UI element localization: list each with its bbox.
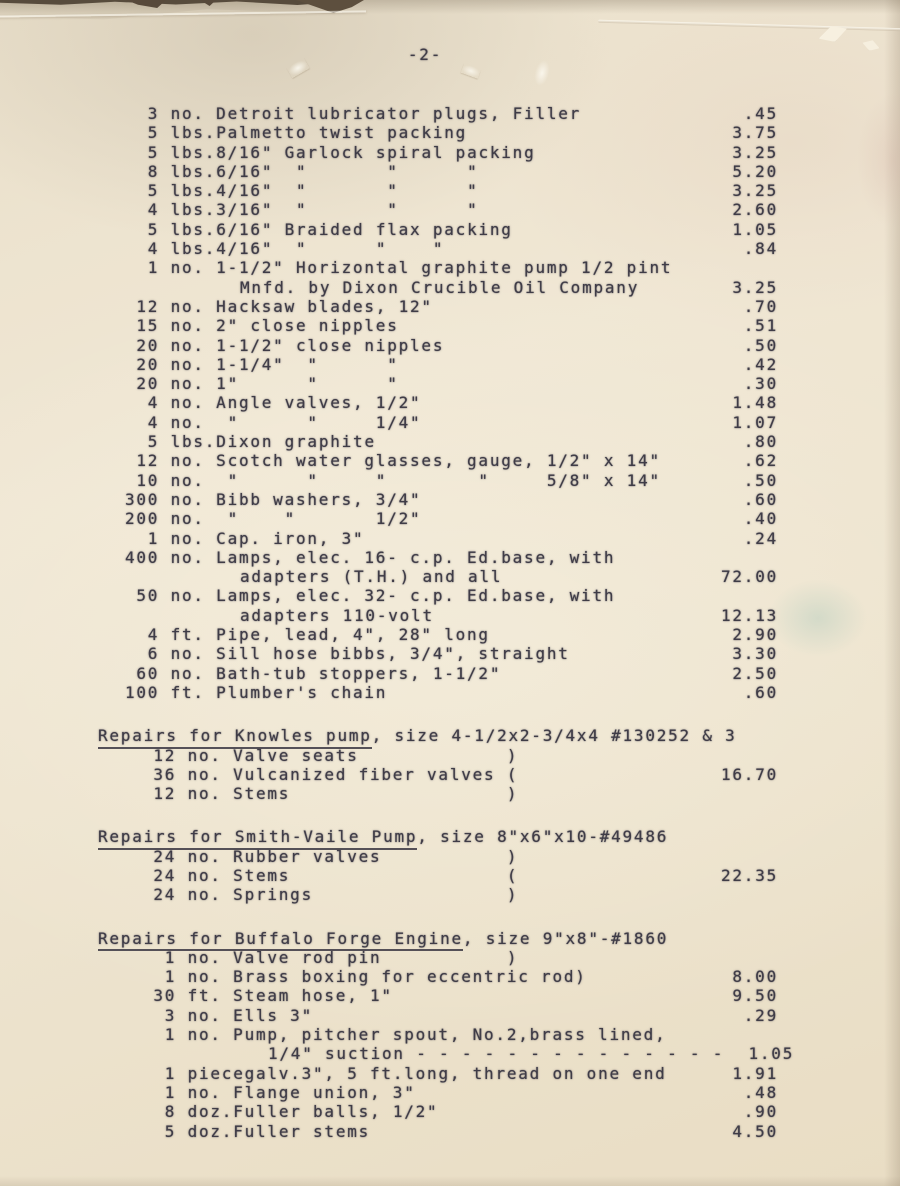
unit: no.	[170, 104, 205, 123]
unit: ft.	[170, 682, 205, 702]
unit: no.	[187, 784, 222, 804]
description: Ells 3"	[233, 1005, 313, 1025]
quantity: 50	[136, 586, 160, 606]
price: .51	[743, 316, 778, 336]
description: 1-1/4" " "	[216, 354, 399, 374]
line-item	[0, 765, 900, 784]
continuation-line	[0, 606, 900, 625]
quantity: 300	[125, 489, 160, 509]
quantity: 15	[136, 316, 160, 336]
line-item	[0, 336, 900, 355]
section-heading-title: Repairs for Buffalo Forge Engine	[98, 929, 463, 951]
description: 8/16" Garlock spiral packing	[216, 142, 536, 162]
line-item	[0, 866, 900, 885]
unit: piece	[187, 1063, 245, 1083]
description: Mnfd. by Dixon Crucible Oil Company	[240, 277, 640, 297]
quantity: 12	[136, 451, 160, 471]
quantity: 1	[147, 258, 160, 278]
unit: no.	[170, 354, 205, 374]
price: 22.35	[720, 865, 778, 885]
quantity: 20	[136, 374, 160, 394]
quantity: 60	[136, 663, 160, 683]
line-item	[0, 1102, 900, 1121]
description: " " 1/4"	[216, 412, 422, 432]
price: .50	[743, 470, 778, 490]
fold-crease	[598, 20, 900, 32]
line-item	[0, 986, 900, 1005]
unit: doz.	[187, 1121, 234, 1141]
unit: no.	[170, 489, 205, 509]
quantity: 4	[147, 625, 160, 645]
line-item	[0, 529, 900, 548]
price: .29	[743, 1005, 778, 1025]
document-lines	[0, 104, 900, 1141]
line-gap	[0, 905, 900, 929]
price: .90	[743, 1102, 778, 1122]
price: .48	[743, 1082, 778, 1102]
description: 1-1/2" Horizontal graphite pump 1/2 pint	[216, 258, 673, 278]
description: " " " " 5/8" x 14"	[216, 470, 661, 490]
unit: lbs.	[170, 123, 217, 143]
description: Flange union, 3"	[233, 1082, 416, 1102]
unit: no.	[187, 745, 222, 765]
unit: no.	[170, 316, 205, 336]
description: Pump, pitcher spout, No.2,brass lined,	[233, 1025, 667, 1045]
price: .60	[743, 682, 778, 702]
price: .40	[743, 509, 778, 529]
line-item	[0, 123, 900, 142]
section-heading	[0, 827, 900, 846]
unit: no.	[170, 258, 205, 278]
quantity: 400	[125, 547, 160, 567]
continuation-line	[0, 1044, 900, 1063]
description: Lamps, elec. 16- c.p. Ed.base, with	[216, 547, 616, 567]
price: 16.70	[720, 764, 778, 784]
quantity: 1	[164, 1082, 177, 1102]
quantity: 10	[136, 470, 160, 490]
unit: no.	[170, 374, 205, 394]
quantity: 36	[153, 764, 177, 784]
quantity: 5	[147, 432, 160, 452]
description: 6/16" Braided flax packing	[216, 219, 513, 239]
line-item	[0, 1006, 900, 1025]
line-item	[0, 104, 900, 123]
description: Valve rod pin )	[233, 947, 519, 967]
quantity: 1	[147, 528, 160, 548]
price: 9.50	[732, 986, 778, 1006]
description: 1" " "	[216, 374, 399, 394]
price: 4.50	[732, 1121, 778, 1141]
line-item	[0, 471, 900, 490]
price: .60	[743, 489, 778, 509]
quantity: 8	[164, 1102, 177, 1122]
description: Rubber valves )	[233, 846, 519, 866]
line-item	[0, 683, 900, 702]
quantity: 8	[147, 161, 160, 181]
description: Springs )	[233, 885, 519, 905]
unit: ft.	[187, 986, 222, 1006]
line-item	[0, 644, 900, 663]
unit: lbs.	[170, 432, 217, 452]
price: 72.00	[720, 567, 778, 587]
description: " " 1/2"	[216, 509, 422, 529]
section-heading-title: Repairs for Knowles pump	[98, 726, 372, 748]
quantity: 3	[147, 104, 160, 123]
description: Sill hose bibbs, 3/4", straight	[216, 644, 570, 664]
continuation-line	[0, 278, 900, 297]
line-item	[0, 664, 900, 683]
quantity: 20	[136, 335, 160, 355]
line-item	[0, 143, 900, 162]
quantity: 5	[147, 142, 160, 162]
quantity: 200	[125, 509, 160, 529]
section-heading-title: Repairs for Smith-Vaile Pump	[98, 827, 417, 849]
price: 12.13	[720, 605, 778, 625]
price: .45	[743, 104, 778, 123]
unit: no.	[187, 1005, 222, 1025]
unit: lbs.	[170, 219, 217, 239]
section-heading	[0, 726, 900, 745]
unit: no.	[170, 528, 205, 548]
unit: lbs.	[170, 200, 217, 220]
unit: no.	[170, 335, 205, 355]
line-gap	[0, 803, 900, 827]
quantity: 24	[153, 865, 177, 885]
unit: no.	[170, 412, 205, 432]
description: Fuller balls, 1/2"	[233, 1102, 439, 1122]
description: 4/16" " " "	[216, 239, 445, 259]
unit: doz.	[187, 1102, 234, 1122]
line-item	[0, 1122, 900, 1141]
line-item	[0, 586, 900, 605]
price: 3.25	[732, 142, 778, 162]
line-item	[0, 784, 900, 803]
description: Hacksaw blades, 12"	[216, 296, 433, 316]
quantity: 1	[164, 967, 177, 987]
description: Bibb washers, 3/4"	[216, 489, 422, 509]
price: 8.00	[732, 967, 778, 987]
line-item	[0, 490, 900, 509]
unit: no.	[187, 1025, 222, 1045]
unit: no.	[187, 846, 222, 866]
section-heading-detail: , size 9"x8"-#1860	[462, 928, 669, 948]
line-item	[0, 1025, 900, 1044]
unit: no.	[170, 586, 205, 606]
price: 1.05	[748, 1044, 795, 1064]
price: 1.48	[732, 393, 778, 413]
unit: no.	[170, 296, 205, 316]
description: Stems (	[233, 865, 519, 885]
price: .50	[743, 335, 778, 355]
unit: lbs.	[170, 181, 217, 201]
quantity: 4	[147, 393, 160, 413]
torn-paper-flap	[816, 21, 850, 48]
quantity: 12	[153, 745, 177, 765]
price: .62	[743, 451, 778, 471]
description: Fuller stems	[233, 1121, 371, 1141]
line-gap	[0, 702, 900, 726]
quantity: 4	[147, 200, 160, 220]
description: Cap. iron, 3"	[216, 528, 365, 548]
price: .42	[743, 354, 778, 374]
unit: lbs.	[170, 239, 217, 259]
unit: no.	[170, 509, 205, 529]
unit: no.	[170, 547, 205, 567]
price: .30	[743, 374, 778, 394]
unit: no.	[170, 470, 205, 490]
unit: ft.	[170, 625, 205, 645]
unit: no.	[187, 967, 222, 987]
description: 3/16" " " "	[216, 200, 479, 220]
unit: no.	[170, 393, 205, 413]
quantity: 4	[147, 412, 160, 432]
description: Palmetto twist packing	[216, 123, 468, 143]
unit: lbs.	[170, 161, 217, 181]
unit: no.	[187, 885, 222, 905]
line-item	[0, 355, 900, 374]
quantity: 5	[147, 181, 160, 201]
description: adapters (T.H.) and all	[240, 567, 503, 587]
torn-paper-flap	[861, 37, 882, 53]
description: Stems )	[233, 784, 519, 804]
description: Lamps, elec. 32- c.p. Ed.base, with	[216, 586, 616, 606]
description: Dixon graphite	[216, 432, 376, 452]
quantity: 5	[147, 219, 160, 239]
description: adapters 110-volt	[240, 605, 434, 625]
description: Valve seats )	[233, 745, 519, 765]
price: .80	[743, 432, 778, 452]
price: 1.91	[732, 1063, 778, 1083]
unit: no.	[187, 947, 222, 967]
line-item	[0, 509, 900, 528]
quantity: 6	[147, 644, 160, 664]
price: 1.07	[732, 412, 778, 432]
quantity: 20	[136, 354, 160, 374]
line-item	[0, 162, 900, 181]
line-item	[0, 316, 900, 335]
description: Bath-tub stoppers, 1-1/2"	[216, 663, 502, 683]
quantity: 1	[164, 1025, 177, 1045]
description: Detroit lubricator plugs, Filler	[216, 104, 582, 123]
quantity: 24	[153, 885, 177, 905]
quantity: 4	[147, 239, 160, 259]
section-heading-detail: , size 4-1/2x2-3/4x4 #130252 & 3	[371, 726, 737, 746]
line-item	[0, 239, 900, 258]
quantity: 24	[153, 846, 177, 866]
unit: no.	[187, 1082, 222, 1102]
description: Brass boxing for eccentric rod)	[233, 967, 587, 987]
crease-mark	[461, 63, 481, 79]
price: .84	[743, 239, 778, 259]
quantity: 5	[164, 1121, 177, 1141]
line-item	[0, 200, 900, 219]
quantity: 1	[164, 1063, 177, 1083]
price: 3.25	[732, 277, 778, 297]
page-number: -2-	[407, 45, 443, 64]
price: .24	[743, 528, 778, 548]
description: Vulcanized fiber valves (	[233, 764, 519, 784]
unit: no.	[187, 764, 222, 784]
price: 5.20	[732, 161, 778, 181]
unit: no.	[187, 865, 222, 885]
line-item	[0, 967, 900, 986]
line-item	[0, 625, 900, 644]
price: 1.05	[732, 219, 778, 239]
description: 1-1/2" close nipples	[216, 335, 445, 355]
line-item	[0, 258, 900, 277]
price: 2.60	[732, 200, 778, 220]
quantity: 12	[153, 784, 177, 804]
line-item	[0, 393, 900, 412]
quantity: 30	[153, 986, 177, 1006]
description: Pipe, lead, 4", 28" long	[216, 625, 490, 645]
unit: no.	[170, 663, 205, 683]
description: 6/16" " " "	[216, 161, 479, 181]
section-heading	[0, 929, 900, 948]
description: Plumber's chain	[216, 682, 388, 702]
description: Steam hose, 1"	[233, 986, 393, 1006]
description: Angle valves, 1/2"	[216, 393, 422, 413]
continuation-line	[0, 567, 900, 586]
unit: no.	[170, 644, 205, 664]
price: 2.90	[732, 625, 778, 645]
unit: lbs.	[170, 142, 217, 162]
quantity: 12	[136, 296, 160, 316]
line-item	[0, 451, 900, 470]
line-item	[0, 1083, 900, 1102]
section-heading-detail: , size 8"x6"x10-#49486	[417, 827, 669, 847]
line-item	[0, 432, 900, 451]
description: galv.3", 5 ft.long, thread on one end	[244, 1063, 667, 1083]
unit: no.	[170, 451, 205, 471]
quantity: 1	[164, 947, 177, 967]
description: Scotch water glasses, gauge, 1/2" x 14"	[216, 451, 661, 471]
quantity: 100	[125, 682, 160, 702]
description: 2" close nipples	[216, 316, 399, 336]
line-item	[0, 1064, 900, 1083]
price: .70	[743, 296, 778, 316]
quantity: 3	[164, 1005, 177, 1025]
line-item	[0, 297, 900, 316]
line-item	[0, 548, 900, 567]
line-item	[0, 413, 900, 432]
description: 1/4" suction - - - - - - - - - - - - - -	[268, 1044, 725, 1064]
line-item	[0, 220, 900, 239]
price: 3.75	[732, 123, 778, 143]
line-item	[0, 885, 900, 904]
line-item	[0, 374, 900, 393]
description: 4/16" " " "	[216, 181, 479, 201]
price: 3.30	[732, 644, 778, 664]
price: 2.50	[732, 663, 778, 683]
line-item	[0, 181, 900, 200]
quantity: 5	[147, 123, 160, 143]
price: 3.25	[732, 181, 778, 201]
